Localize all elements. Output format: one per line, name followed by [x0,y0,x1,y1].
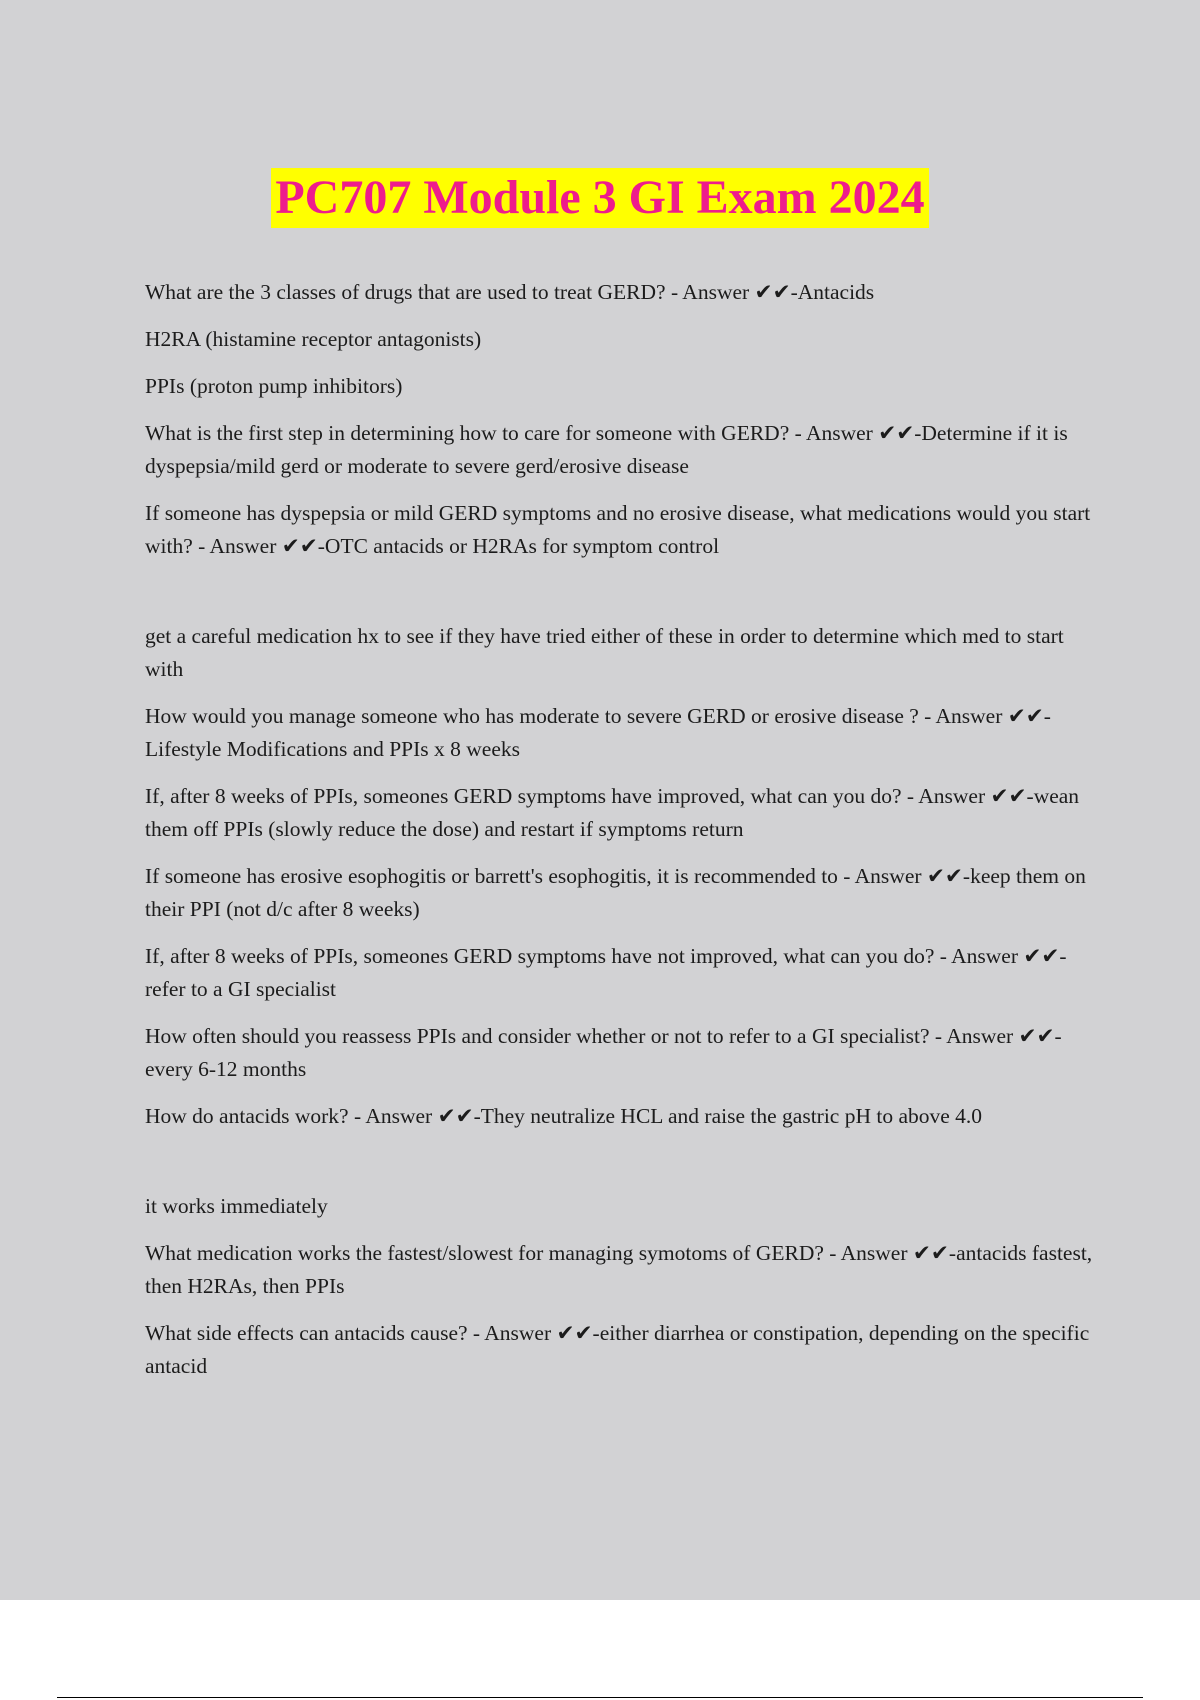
qa-paragraph: How do antacids work? - Answer ✔✔-They neutralize HCL and raise the gastric pH to above 4.0 [145,1104,983,1128]
qa-paragraph: What are the 3 classes of drugs that are used to treat GERD? - Answer ✔✔-Antacids [145,280,875,304]
document-body [145,276,1095,1397]
qa-paragraph: What medication works the fastest/slowest for managing symotoms of GERD? - Answer ✔✔-antacids fastest, then H2RAs, then PPIs [145,1241,1093,1298]
qa-paragraph: What side effects can antacids cause? - Answer ✔✔-either diarrhea or constipation, depending on the specific antacid [145,1321,1090,1378]
qa-paragraph: If someone has erosive esophogitis or barrett's esophogitis, it is recommended to - Answer ✔✔-keep them on their PPI (not d/c after 8 weeks) [145,864,1086,921]
qa-paragraph: If, after 8 weeks of PPIs, someones GERD symptoms have not improved, what can you do? - Answer ✔✔-refer to a GI specialist [145,944,1067,1001]
qa-paragraph: get a careful medication hx to see if they have tried either of these in order to determine which med to start with [145,624,1064,681]
qa-paragraph: it works immediately [145,1194,328,1218]
qa-paragraph: How would you manage someone who has moderate to severe GERD or erosive disease ? - Answer ✔✔-Lifestyle Modifications and PPIs x 8 weeks [145,704,1051,761]
qa-paragraph: What is the first step in determining how to care for someone with GERD? - Answer ✔✔-Determine if it is dyspepsia/mild gerd or moderate to severe gerd/erosive disease [145,421,1068,478]
document-title: PC707 Module 3 GI Exam 2024 [271,168,928,228]
footer-divider [57,1697,1143,1698]
qa-paragraph: PPIs (proton pump inhibitors) [145,374,403,398]
qa-paragraph: If, after 8 weeks of PPIs, someones GERD symptoms have improved, what can you do? - Answer ✔✔-wean them off PPIs (slowly reduce the dose) and restart if symptoms return [145,784,1080,841]
qa-paragraph: H2RA (histamine receptor antagonists) [145,327,482,351]
title-wrapper [0,168,1200,228]
qa-paragraph: How often should you reassess PPIs and consider whether or not to refer to a GI specialist? - Answer ✔✔-every 6-12 months [145,1024,1062,1081]
page-footer [0,1600,1200,1700]
qa-paragraph: If someone has dyspepsia or mild GERD symptoms and no erosive disease, what medications would you start with? - Answer ✔✔-OTC antacids or H2RAs for symptom control [145,501,1091,558]
